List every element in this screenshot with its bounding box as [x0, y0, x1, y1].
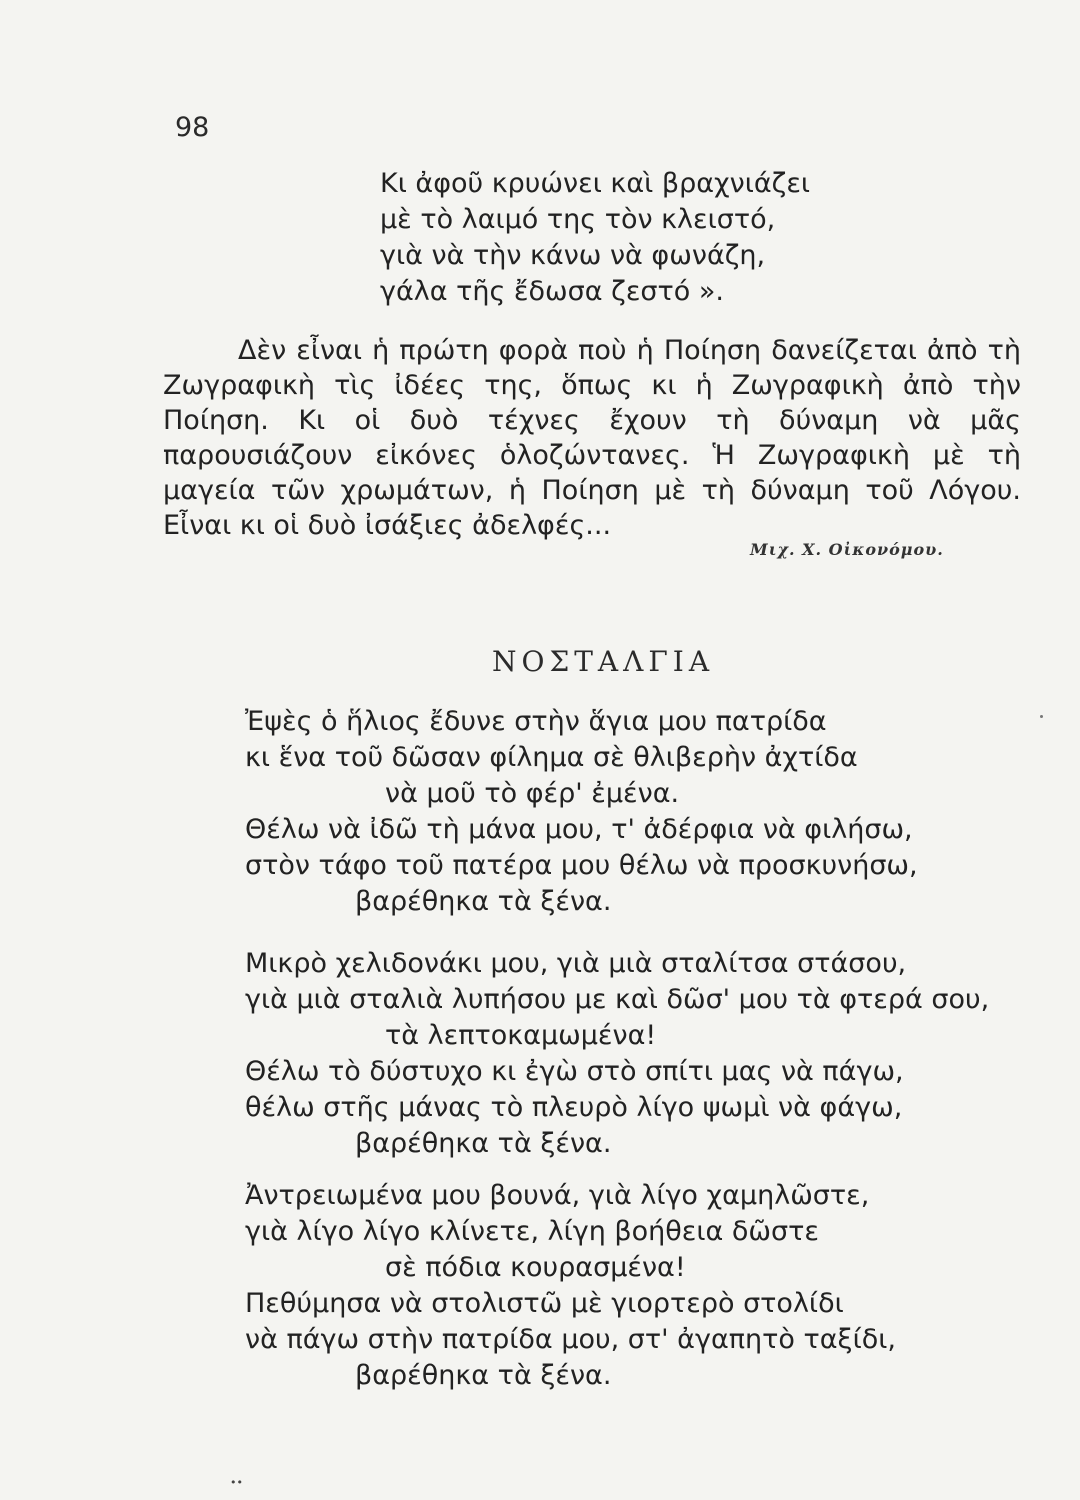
- verse-line: νὰ πάγω στὴν πατρίδα μου, στ' ἀγαπητὸ ταξίδι,: [245, 1324, 896, 1355]
- verse-line: γάλα τῆς ἔδωσα ζεστό ».: [380, 276, 724, 307]
- author-signature: Μιχ. Χ. Οἰκονόμου.: [750, 540, 944, 559]
- verse-line: γιὰ νὰ τὴν κάνω νὰ φωνάζη,: [380, 240, 766, 271]
- verse-line: στὸν τάφο τοῦ πατέρα μου θέλω νὰ προσκυνήσω,: [245, 850, 918, 881]
- verse-line: Θέλω τὸ δύστυχο κι ἐγὼ στὸ σπίτι μας νὰ πάγω,: [245, 1056, 904, 1087]
- verse-line: Μικρὸ χελιδονάκι μου, γιὰ μιὰ σταλίτσα στάσου,: [245, 948, 907, 979]
- bottom-mark: ••: [230, 1476, 243, 1489]
- verse-refrain-line: νὰ μοῦ τὸ φέρ' ἐμένα.: [385, 778, 680, 809]
- verse-line: Θέλω νὰ ἰδῶ τὴ μάνα μου, τ' ἀδέρφια νὰ φιλήσω,: [245, 814, 913, 845]
- page-number: 98: [175, 112, 210, 143]
- prose-paragraph: [163, 333, 1021, 543]
- poem-title: ΝΟΣΤΑΛΓΙΑ: [492, 645, 715, 678]
- verse-refrain-line: βαρέθηκα τὰ ξένα.: [355, 1128, 612, 1159]
- verse-line: Ἐψὲς ὁ ἥλιος ἔδυνε στὴν ἅγια μου πατρίδα: [245, 706, 827, 737]
- verse-line: Ἀντρειωμένα μου βουνά, γιὰ λίγο χαμηλῶστε,: [245, 1180, 870, 1211]
- verse-refrain-line: σὲ πόδια κουρασμένα!: [385, 1252, 686, 1283]
- verse-line: Πεθύμησα νὰ στολιστῶ μὲ γιορτερὸ στολίδι: [245, 1288, 844, 1319]
- verse-line: Κι ἀφοῦ κρυώνει καὶ βραχνιάζει: [380, 168, 811, 199]
- verse-refrain-line: τὰ λεπτοκαμωμένα!: [385, 1020, 657, 1051]
- verse-refrain-line: βαρέθηκα τὰ ξένα.: [355, 1360, 612, 1391]
- verse-line: γιὰ μιὰ σταλιὰ λυπήσου με καὶ δῶσ' μου τὰ φτερά σου,: [245, 984, 990, 1015]
- verse-line: κι ἕνα τοῦ δῶσαν φίλημα σὲ θλιβερὴν ἀχτίδα: [245, 742, 858, 773]
- prose-text: Δὲν εἶναι ἡ πρώτη φορὰ ποὺ ἡ Ποίηση δανείζεται ἀπὸ τὴ Ζωγραφικὴ τὶς ἰδέες της, ὅπως κι ἡ Ζωγραφικὴ ἀπὸ τὴν Ποίηση. Κι οἱ δυὸ τέχνες ἔχουν τὴ δύναμη νὰ μᾶς παρουσιάζουν εἰκόνες ὁλοζώντανες. Ἡ Ζωγραφικὴ μὲ τὴ μαγεία τῶν χρωμάτων, ἡ Ποίηση μὲ τὴ δύναμη τοῦ Λόγου. Εἶναι κι οἱ δυὸ ἰσάξιες ἀδελφές...: [163, 335, 1021, 541]
- verse-refrain-line: βαρέθηκα τὰ ξένα.: [355, 886, 612, 917]
- verse-line: μὲ τὸ λαιμό της τὸν κλειστό,: [380, 204, 776, 235]
- verse-line: γιὰ λίγο λίγο κλίνετε, λίγη βοήθεια δῶστε: [245, 1216, 819, 1247]
- verse-line: θέλω στῆς μάνας τὸ πλευρὸ λίγο ψωμὶ νὰ φάγω,: [245, 1092, 903, 1123]
- print-speck: [1040, 715, 1043, 718]
